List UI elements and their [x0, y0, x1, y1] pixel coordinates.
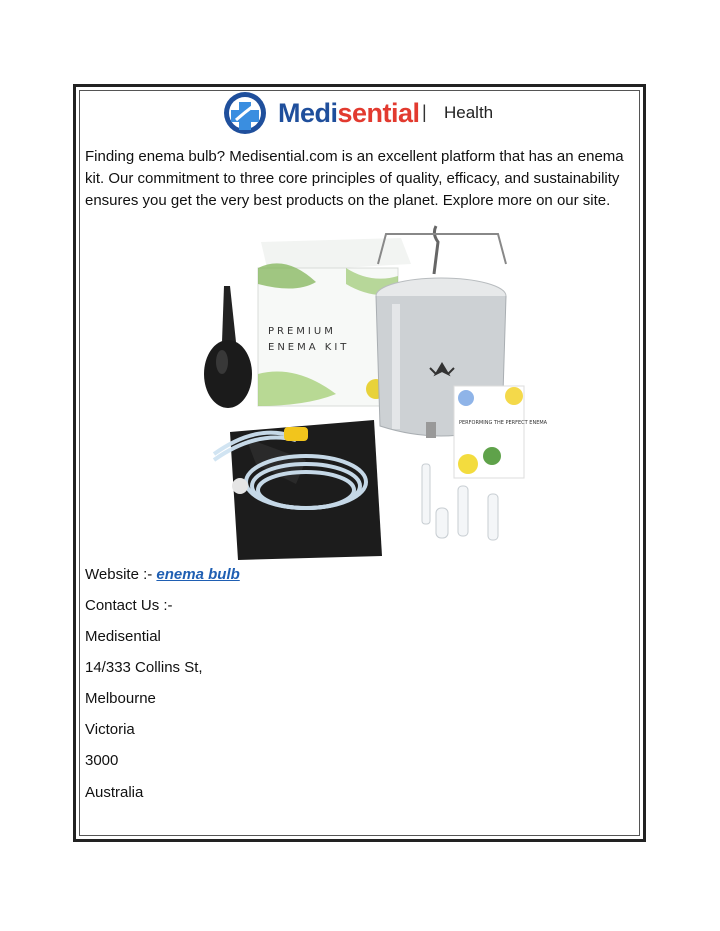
- logo-section-health: Health: [444, 103, 494, 122]
- enema-bulb-link[interactable]: enema bulb: [156, 566, 240, 583]
- contact-name: Medisential: [85, 628, 161, 645]
- enema-kit-illustration: [196, 224, 548, 560]
- contact-street: 14/333 Collins St,: [85, 659, 203, 676]
- contact-city: Melbourne: [85, 690, 156, 707]
- logo-wordmark-medi: Medi: [278, 98, 338, 128]
- website-line: [85, 566, 240, 583]
- medisential-logo: [222, 90, 502, 136]
- product-image: [196, 224, 548, 560]
- contact-postcode: 3000: [85, 752, 119, 769]
- contact-state: Victoria: [85, 721, 135, 738]
- website-label: Website :-: [85, 566, 157, 583]
- logo-separator: |: [422, 102, 427, 122]
- logo-wordmark-sential: sential: [337, 98, 420, 128]
- box-label-line2: ENEMA KIT: [268, 342, 350, 353]
- contact-label: Contact Us :-: [85, 597, 173, 614]
- card-label: PERFORMING THE PERFECT ENEMA: [459, 420, 548, 426]
- logo-wordmark: [278, 98, 420, 129]
- contact-country: Australia: [85, 784, 144, 801]
- medisential-logo-icon: [222, 90, 270, 136]
- box-label-line1: PREMIUM: [268, 326, 336, 337]
- intro-paragraph: Finding enema bulb? Medisential.com is an excellent platform that has an enema kit. Our commitment to three core principles of quality, efficacy, and sustainability ensures you get the very best products on the planet. Explore more on our site.: [85, 148, 624, 209]
